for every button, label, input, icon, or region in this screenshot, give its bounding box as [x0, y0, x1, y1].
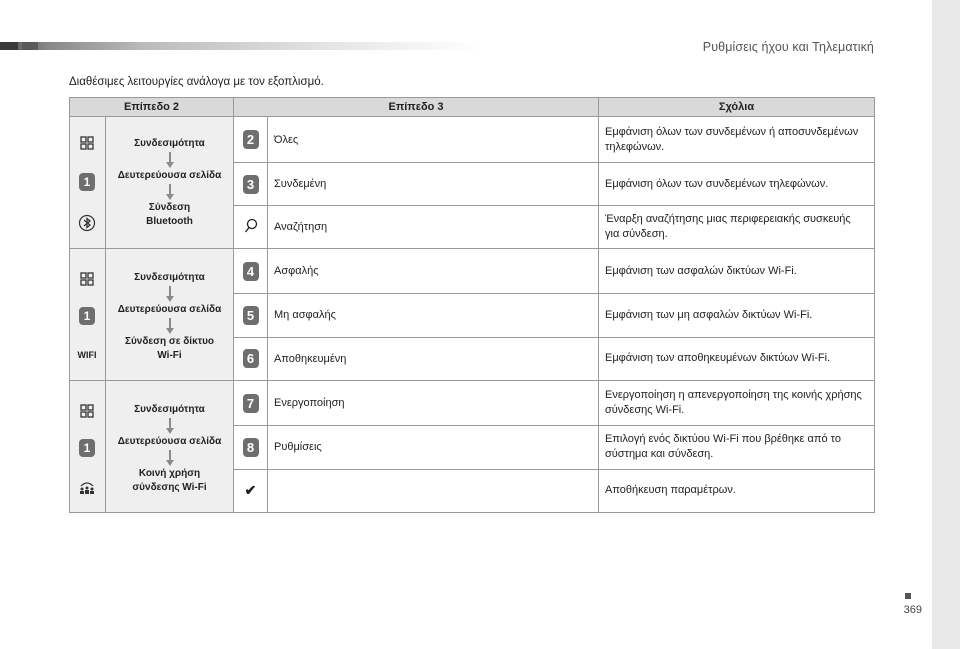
comment: Εμφάνιση των ασφαλών δικτύων Wi-Fi. — [599, 249, 875, 294]
flow-arrow — [166, 152, 174, 168]
header-decor-bar — [0, 42, 480, 50]
level2-flow — [106, 117, 233, 248]
row-badge: 5 — [243, 306, 259, 325]
flow-step-connection: Σύνδεση — [148, 202, 191, 213]
flow-step-connection-sub: Wi-Fi — [157, 350, 182, 361]
level3-label: Μη ασφαλής — [268, 294, 599, 337]
header-level2: Επίπεδο 2 — [70, 98, 234, 117]
table-header-row — [70, 98, 875, 117]
flow-arrow — [166, 184, 174, 200]
flow-step-connectivity: Συνδεσιμότητα — [134, 404, 205, 415]
level3-label: Ρυθμίσεις — [268, 426, 599, 469]
level2-cell-hotspot — [70, 381, 234, 513]
level1-badge: 1 — [79, 307, 95, 325]
flow-arrow — [166, 286, 174, 302]
comment: Εμφάνιση των μη ασφαλών δικτύων Wi-Fi. — [599, 294, 875, 337]
level3-label: Αποθηκευμένη — [268, 337, 599, 380]
wifi-icon — [76, 345, 98, 365]
level3-label: Όλες — [268, 117, 599, 163]
level2-flow — [106, 249, 233, 380]
page-marker — [905, 593, 911, 599]
search-icon — [244, 225, 258, 237]
comment: Επιλογή ενός δικτύου Wi-Fi που βρέθηκε από το σύστημα και σύνδεση. — [599, 426, 875, 469]
table-row — [70, 381, 875, 426]
table-row — [70, 117, 875, 163]
hotspot-icon — [77, 477, 97, 497]
page-edge-strip — [932, 0, 960, 649]
table-row — [70, 249, 875, 294]
flow-step-connectivity: Συνδεσιμότητα — [134, 272, 205, 283]
flow-step-share-sub: σύνδεσης Wi-Fi — [132, 482, 207, 493]
section-title: Ρυθμίσεις ήχου και Τηλεματική — [702, 40, 874, 54]
level3-label — [268, 469, 599, 512]
level3-label: Συνδεμένη — [268, 163, 599, 206]
comment: Εμφάνιση των αποθηκευμένων δικτύων Wi-Fi. — [599, 337, 875, 380]
flow-step-connectivity: Συνδεσιμότητα — [134, 138, 205, 149]
flow-step-connection-sub: Bluetooth — [146, 216, 193, 227]
level3-label: Ενεργοποίηση — [268, 381, 599, 426]
level2-flow — [106, 381, 233, 512]
settings-table — [69, 97, 875, 513]
bluetooth-icon — [77, 213, 97, 233]
level3-label: Ασφαλής — [268, 249, 599, 294]
flow-step-connection: Σύνδεση σε δίκτυο — [124, 336, 215, 347]
wifi-icon-label: WIFI — [77, 350, 97, 360]
flow-step-subpage: Δευτερεύουσα σελίδα — [117, 304, 222, 315]
row-badge: 7 — [243, 394, 259, 413]
checkmark-icon: ✔ — [244, 482, 257, 499]
row-badge: 4 — [243, 262, 259, 281]
flow-step-subpage: Δευτερεύουσα σελίδα — [117, 436, 222, 447]
comment: Εμφάνιση όλων των συνδεμένων ή αποσυνδεμένων τηλεφώνων. — [599, 117, 875, 163]
intro-text: Διαθέσιμες λειτουργίες ανάλογα με τον εξοπλισμό. — [69, 76, 324, 88]
grid-icon — [77, 269, 97, 289]
comment: Εμφάνιση όλων των συνδεμένων τηλεφώνων. — [599, 163, 875, 206]
level3-label: Αναζήτηση — [268, 206, 599, 249]
row-badge: 6 — [243, 349, 259, 368]
grid-icon — [77, 401, 97, 421]
comment: Αποθήκευση παραμέτρων. — [599, 469, 875, 512]
flow-step-share: Κοινή χρήση — [138, 468, 201, 479]
flow-step-subpage: Δευτερεύουσα σελίδα — [117, 170, 222, 181]
row-badge: 3 — [243, 175, 259, 194]
level2-cell-wifi — [70, 249, 234, 381]
comment: Ενεργοποίηση η απενεργοποίηση της κοινής χρήσης σύνδεσης Wi-Fi. — [599, 381, 875, 426]
level1-badge: 1 — [79, 439, 95, 457]
level2-cell-bluetooth — [70, 117, 234, 249]
grid-icon — [77, 133, 97, 153]
header-level3: Επίπεδο 3 — [234, 98, 599, 117]
flow-arrow — [166, 450, 174, 466]
level1-badge: 1 — [79, 173, 95, 191]
comment: Έναρξη αναζήτησης μιας περιφερειακής συσκευής για σύνδεση. — [599, 206, 875, 249]
page-number: 369 — [903, 604, 922, 616]
row-badge: 2 — [243, 130, 259, 149]
flow-arrow — [166, 318, 174, 334]
flow-arrow — [166, 418, 174, 434]
header-comments: Σχόλια — [599, 98, 875, 117]
row-badge: 8 — [243, 438, 259, 457]
